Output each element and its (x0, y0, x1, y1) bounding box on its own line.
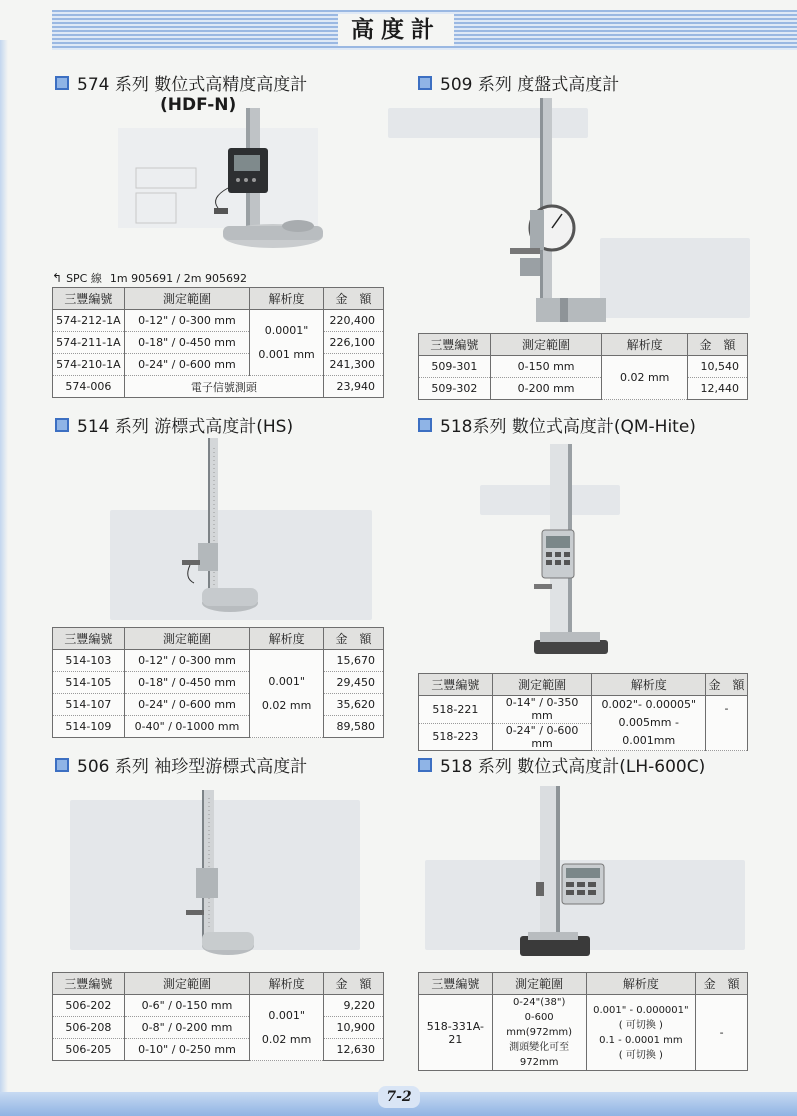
section-518q-heading (418, 412, 696, 437)
resolution-mm: 0.001 mm (258, 347, 315, 361)
cell-code: 514-105 (53, 672, 125, 694)
resolution-line: 0.001" - 0.000001" (593, 1004, 689, 1016)
resolution-line: ( 可切換 ) (618, 1049, 663, 1061)
col-code: 三豐編號 (53, 288, 125, 310)
cell-code: 509-301 (419, 356, 491, 378)
section-509-heading (418, 70, 619, 95)
cell-price: 23,940 (323, 376, 383, 398)
table-row (53, 995, 384, 1017)
col-code: 三豐編號 (419, 334, 491, 356)
page-edge-decoration (0, 40, 8, 1100)
col-code: 三豐編號 (53, 973, 125, 995)
background-ghost-print (600, 238, 750, 318)
section-574-model: (HDF-N) (160, 95, 237, 115)
col-range: 測定範圍 (124, 973, 249, 995)
col-resolution: 解析度 (602, 334, 688, 356)
resolution-mm: 0.02 mm (261, 1032, 312, 1046)
col-resolution: 解析度 (592, 674, 706, 696)
section-506-heading (55, 752, 307, 777)
digital-height-gauge-574-image (118, 108, 338, 268)
col-price: 金 額 (324, 973, 384, 995)
cell-price: 35,620 (324, 694, 384, 716)
cell-price: - (706, 696, 748, 751)
table-row (419, 378, 748, 400)
table-514 (52, 627, 384, 738)
lh-600c-height-gauge-image (510, 786, 620, 962)
col-code: 三豐編號 (419, 674, 493, 696)
table-506 (52, 972, 384, 1061)
table-509 (418, 333, 748, 400)
section-518q-title: 518系列 數位式高度計(QM-Hite) (440, 417, 696, 437)
cable-icon: ↰ (52, 271, 63, 285)
range-line: 測頭變化可至 (509, 1042, 570, 1053)
cell-code: 518-331A-21 (419, 995, 493, 1071)
col-price: 金 額 (696, 973, 748, 995)
section-518l-heading (418, 752, 705, 777)
cell-range: 0-24" / 0-600 mm (492, 723, 592, 751)
table-row (53, 650, 384, 672)
col-resolution: 解析度 (250, 288, 324, 310)
cell-price: 226,100 (323, 332, 383, 354)
cell-code: 574-006 (53, 376, 125, 398)
range-line: 0-24"(38") (512, 997, 566, 1008)
cell-resolution (586, 995, 696, 1071)
table-row (53, 716, 384, 738)
table-518l (418, 972, 748, 1071)
cell-resolution: 0.02 mm (602, 356, 688, 400)
resolution-mm: 0.02 mm (261, 698, 312, 712)
cell-price: 12,440 (688, 378, 748, 400)
range-line: 0-600 mm(972mm) (506, 1012, 573, 1038)
cell-range: 0-12" / 0-300 mm (124, 650, 249, 672)
cell-range: 0-40" / 0-1000 mm (124, 716, 249, 738)
cell-price: 10,900 (324, 1017, 384, 1039)
cell-price: 10,540 (688, 356, 748, 378)
cell-code: 514-107 (53, 694, 125, 716)
table-row (419, 995, 748, 1071)
vernier-height-gauge-514-image (168, 438, 268, 618)
square-bullet-icon (418, 76, 432, 90)
square-bullet-icon (55, 758, 69, 772)
range-line: 972mm (519, 1057, 559, 1068)
col-range: 測定範圍 (124, 288, 249, 310)
cell-price: 89,580 (324, 716, 384, 738)
resolution-inch: 0.001" (268, 1008, 305, 1022)
cell-description: 電子信號測頭 (124, 376, 323, 398)
table-574 (52, 287, 384, 398)
cell-range: 0-24" / 0-600 mm (124, 354, 249, 376)
table-row (53, 376, 384, 398)
spc-value: 1m 905691 / 2m 905692 (109, 271, 247, 285)
cell-resolution (250, 310, 324, 376)
cell-code: 506-205 (53, 1039, 125, 1061)
col-code: 三豐編號 (419, 973, 493, 995)
square-bullet-icon (418, 418, 432, 432)
section-574-title: 574 系列 數位式高精度高度計 (77, 75, 308, 95)
square-bullet-icon (55, 418, 69, 432)
col-price: 金 額 (706, 674, 748, 696)
cell-range (492, 995, 586, 1071)
table-header-row (53, 973, 384, 995)
resolution-line: 0.1 - 0.0001 mm (599, 1034, 683, 1046)
pocket-height-gauge-506-image (180, 790, 260, 960)
table-header-row (419, 674, 748, 696)
cell-code: 518-223 (419, 723, 493, 751)
cell-code: 506-208 (53, 1017, 125, 1039)
cell-code: 574-210-1A (53, 354, 125, 376)
cell-code: 514-103 (53, 650, 125, 672)
cell-range: 0-6" / 0-150 mm (124, 995, 249, 1017)
section-518l-title: 518 系列 數位式高度計(LH-600C) (440, 757, 706, 777)
cell-code: 506-202 (53, 995, 125, 1017)
section-506-title: 506 系列 袖珍型游標式高度計 (77, 757, 308, 777)
cell-code: 574-212-1A (53, 310, 125, 332)
table-row (419, 696, 748, 724)
dial-height-gauge-509-image (500, 98, 620, 328)
cell-range: 0-12" / 0-300 mm (124, 310, 249, 332)
col-resolution: 解析度 (586, 973, 696, 995)
cell-resolution (250, 650, 324, 738)
cell-price: 15,670 (324, 650, 384, 672)
cell-price: 220,400 (323, 310, 383, 332)
col-code: 三豐編號 (53, 628, 125, 650)
square-bullet-icon (55, 76, 69, 90)
cell-price: - (696, 995, 748, 1071)
page-number: 7-2 (378, 1086, 420, 1108)
cell-resolution (592, 696, 706, 751)
table-row (53, 354, 384, 376)
resolution-mm: 0.005mm - 0.001mm (618, 716, 679, 747)
table-header-row (53, 628, 384, 650)
cell-range: 0-200 mm (490, 378, 602, 400)
col-range: 測定範圍 (124, 628, 249, 650)
cell-price: 9,220 (324, 995, 384, 1017)
resolution-inch: 0.0001" (264, 323, 309, 337)
table-header-row (53, 288, 384, 310)
cell-range: 0-8" / 0-200 mm (124, 1017, 249, 1039)
cell-range: 0-150 mm (490, 356, 602, 378)
cell-price: 241,300 (323, 354, 383, 376)
cell-code: 518-221 (419, 696, 493, 724)
col-resolution: 解析度 (250, 973, 324, 995)
cell-range: 0-18" / 0-450 mm (124, 332, 249, 354)
cell-range: 0-10" / 0-250 mm (124, 1039, 249, 1061)
col-range: 測定範圍 (492, 973, 586, 995)
cell-code: 514-109 (53, 716, 125, 738)
cell-range: 0-18" / 0-450 mm (124, 672, 249, 694)
spc-label: SPC 線 (66, 272, 102, 285)
table-518q (418, 673, 748, 751)
cell-price: 12,630 (324, 1039, 384, 1061)
table-header-row (419, 334, 748, 356)
cell-code: 509-302 (419, 378, 491, 400)
col-price: 金 額 (323, 288, 383, 310)
section-509-title: 509 系列 度盤式高度計 (440, 75, 620, 95)
cell-price: 29,450 (324, 672, 384, 694)
col-range: 測定範圍 (492, 674, 592, 696)
table-row (419, 356, 748, 378)
table-row (53, 310, 384, 332)
table-row (53, 694, 384, 716)
resolution-inch: 0.001" (268, 674, 305, 688)
table-row (53, 1017, 384, 1039)
page-title: 高度計 (338, 14, 454, 46)
square-bullet-icon (418, 758, 432, 772)
cell-range: 0-24" / 0-600 mm (124, 694, 249, 716)
table-row (53, 1039, 384, 1061)
col-price: 金 額 (324, 628, 384, 650)
table-row (53, 672, 384, 694)
resolution-inch: 0.002"- 0.00005" (601, 698, 697, 711)
qm-hite-height-gauge-image (520, 444, 610, 658)
section-514-title: 514 系列 游標式高度計(HS) (77, 417, 294, 437)
spc-cable-info (52, 270, 247, 286)
cell-range: 0-14" / 0-350 mm (492, 696, 592, 724)
cell-code: 574-211-1A (53, 332, 125, 354)
table-header-row (419, 973, 748, 995)
table-row (53, 332, 384, 354)
resolution-line: ( 可切換 ) (618, 1019, 663, 1031)
cell-resolution (250, 995, 324, 1061)
section-514-heading (55, 412, 293, 437)
col-resolution: 解析度 (250, 628, 324, 650)
section-574-heading (55, 70, 307, 95)
col-price: 金 額 (688, 334, 748, 356)
col-range: 測定範圍 (490, 334, 602, 356)
